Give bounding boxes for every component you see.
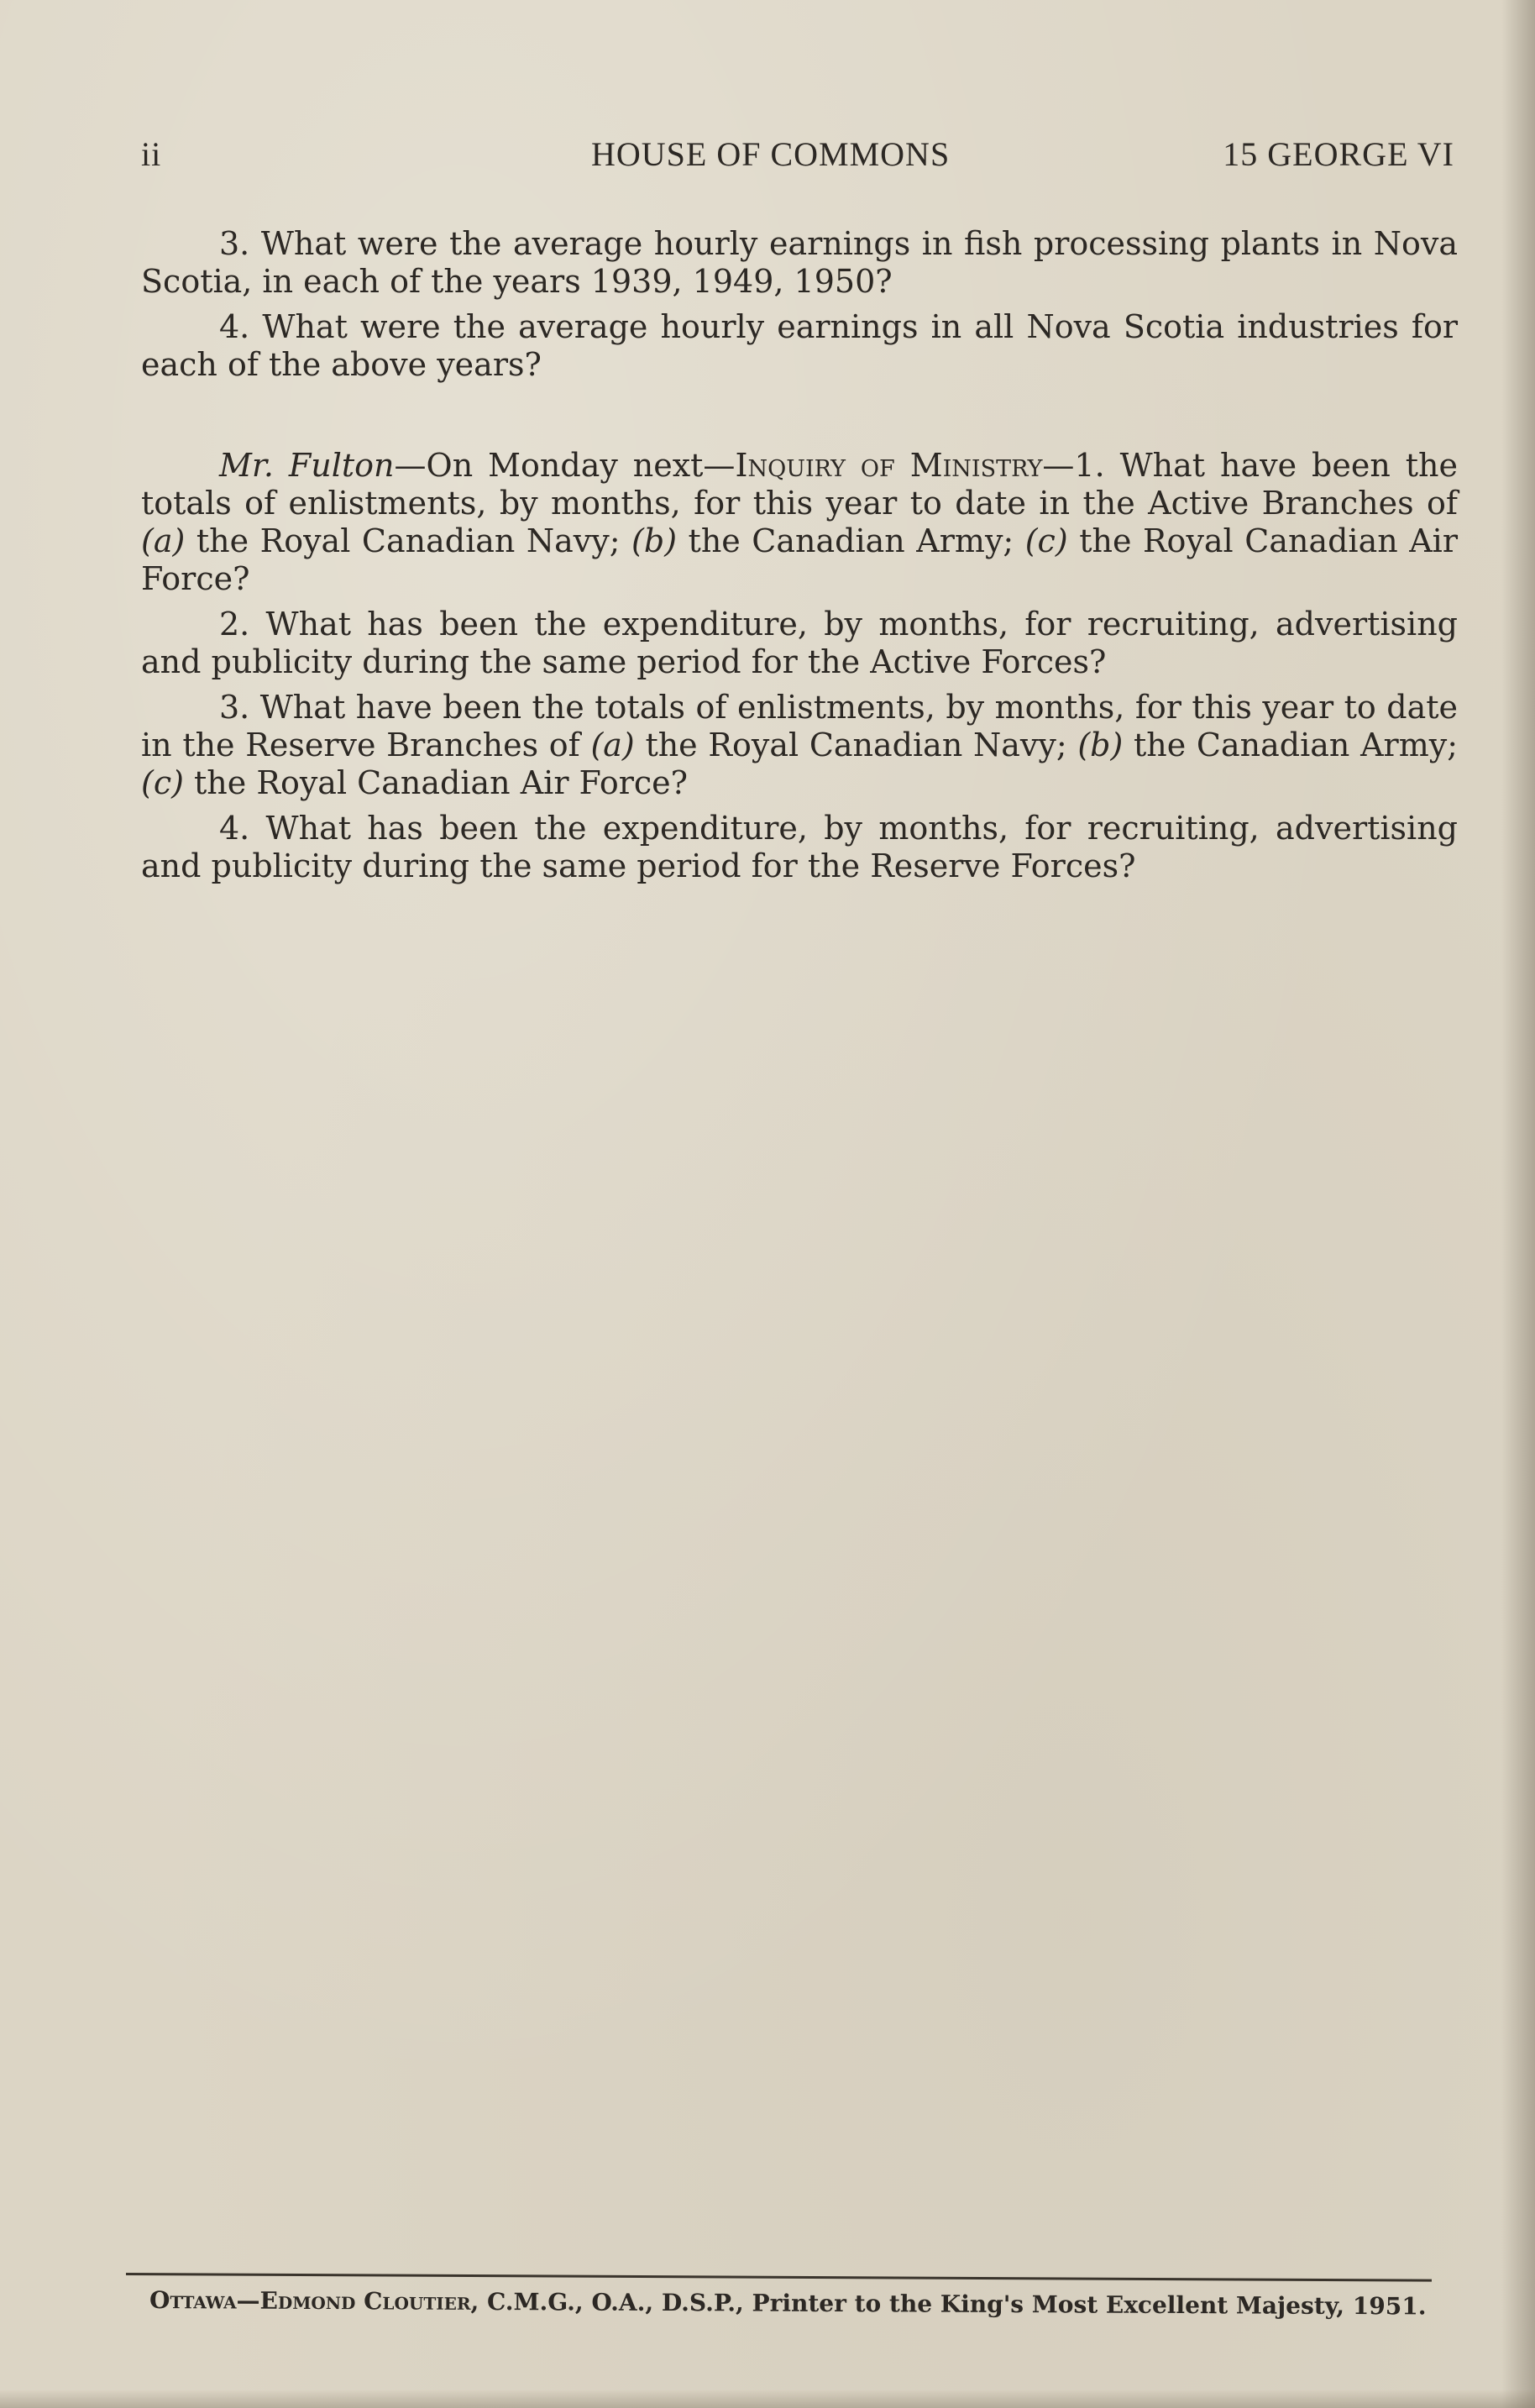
question-paragraph: 2. What has been the expenditure, by months, for recruiting, advertising and publicity during the same period for the Active Forces?: [141, 606, 1458, 680]
question-text: the Royal Canadian Navy;: [185, 522, 632, 559]
page-bottom-shadow: [0, 2390, 1535, 2408]
imprint-dash: —: [236, 2286, 260, 2315]
inquiry-heading: Inquiry of Ministry: [735, 447, 1043, 484]
item-label: (c): [1024, 522, 1068, 559]
header-reign: 15 GEORGE VI: [1223, 135, 1454, 173]
item-label: (a): [141, 522, 186, 559]
member-name: Mr. Fulton: [219, 447, 395, 484]
question-text: the Canadian Army;: [1123, 727, 1458, 763]
imprint-city: Ottawa: [149, 2286, 237, 2315]
fulton-question-1: [141, 447, 1458, 598]
imprint-printer: Edmond Cloutier: [259, 2286, 471, 2316]
page-edge-shadow: [1501, 0, 1535, 2408]
question-text: the Canadian Army;: [677, 522, 1025, 559]
header-title: HOUSE OF COMMONS: [591, 135, 951, 173]
question-paragraph: 4. What has been the expenditure, by months, for recruiting, advertising and publicity during the same period for the Reserve Forces?: [141, 810, 1458, 884]
item-label: (a): [590, 727, 635, 763]
item-label: (b): [1077, 727, 1124, 763]
notice-text: —On Monday next—: [394, 447, 736, 484]
question-text: the Royal Canadian Air Force?: [183, 764, 689, 801]
question-text: —1. What have been the totals of enlistments, by months, for this year to date in the Active Branches of: [141, 447, 1458, 522]
question-text: the Royal Canadian Navy;: [634, 727, 1078, 763]
question-paragraph: 3. What were the average hourly earnings in fish processing plants in Nova Scotia, in each of the years 1939, 1949, 1950?: [141, 225, 1458, 300]
running-header: [141, 134, 1454, 181]
imprint-text: , C.M.G., O.A., D.S.P., Printer to the King's Most Excellent Majesty, 1951.: [470, 2287, 1427, 2321]
footer-rule: [126, 2273, 1432, 2282]
printer-imprint: [149, 2286, 1426, 2320]
page-number: ii: [141, 135, 162, 173]
item-label: (b): [631, 522, 678, 559]
question-text: 3. What have been the totals of enlistments, by months, for this year to date in the Reserve Branches of: [141, 689, 1458, 763]
body-text: [141, 225, 1458, 893]
fulton-question-3: [141, 689, 1458, 802]
item-label: (c): [141, 764, 184, 801]
question-text: the Royal Canadian Air Force?: [141, 522, 1458, 597]
question-paragraph: 4. What were the average hourly earnings in all Nova Scotia industries for each of the above years?: [141, 308, 1458, 383]
